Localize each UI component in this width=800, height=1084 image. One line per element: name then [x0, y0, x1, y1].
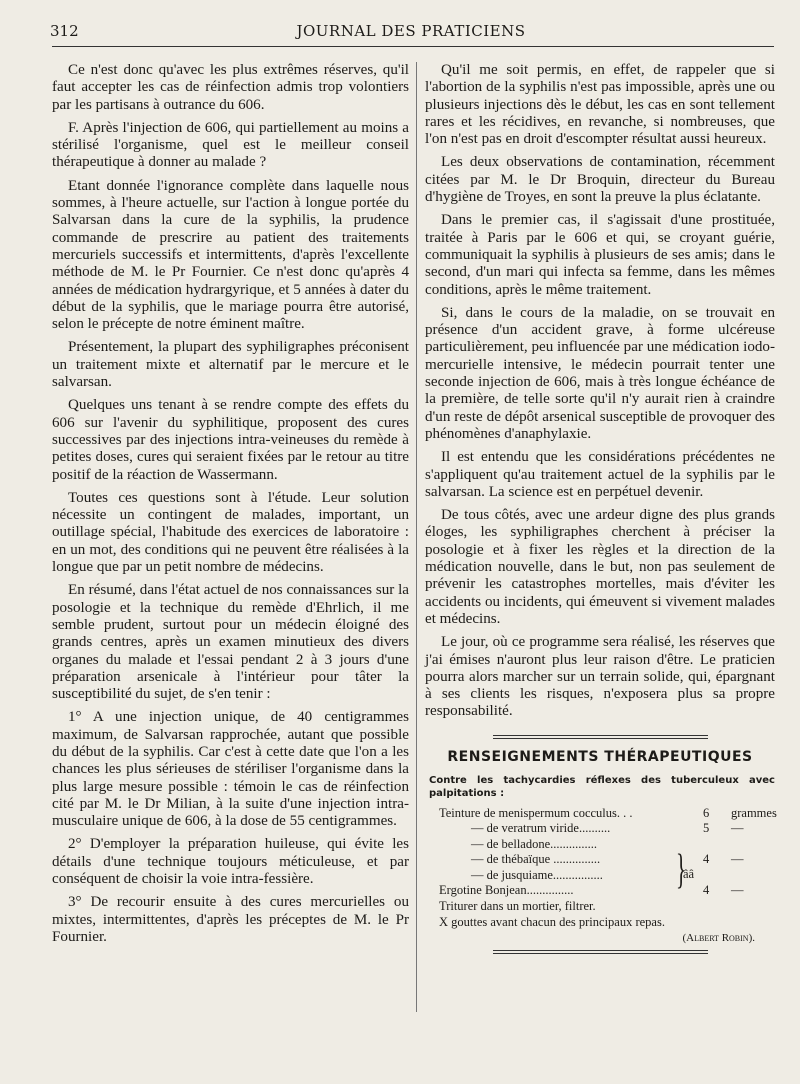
header-rule	[52, 46, 774, 47]
section-end-rule	[493, 950, 708, 951]
section-rule	[493, 738, 708, 739]
paragraph: 3° De recourir ensuite à des cures mercurielles ou mixtes, intermittentes, d'après les préceptes de M. le Pr Fournier.	[52, 894, 409, 945]
prescription-item	[425, 883, 775, 898]
left-column	[52, 62, 409, 952]
paragraph: F. Après l'injection de 606, qui partiellement au moins a stérilisé l'organisme, quel est le meilleur conseil thérapeutique à donner au malade ?	[52, 119, 409, 171]
paragraph: En résumé, dans l'état actuel de nos connaissances sur la posologie et la technique du remède d'Ehrlich, il me semble prudent, surtout pour un médecin éloigné des grands centres, après un examen minutieux des divers organes du malade et l'essai pendant 2 à 3 jours d'une préparation arsenicale à l'intérieur pour tâter la susceptibilité du sujet, de s'en tenir :	[52, 582, 409, 703]
paragraph: Quelques uns tenant à se rendre compte des effets du 606 sur l'avenir du syphilitique, proposent des cures successives par des injections intra-veineuses du remède à petites doses, cures qui seraient fixées par le retour au titre positif de la réaction de Wassermann.	[52, 397, 409, 483]
instruction-line: X gouttes avant chacun des principaux repas.	[439, 915, 665, 930]
ingredient-name: Ergotine Bonjean...............	[439, 882, 574, 897]
prescription-list	[425, 806, 775, 898]
ingredient-name: — de thébaïque ...............	[471, 852, 601, 867]
ingredient-name: — de belladone...............	[471, 836, 598, 851]
prescription-item	[425, 821, 775, 836]
ingredient-unit: —	[731, 821, 744, 836]
paragraph: 2° D'employer la préparation huileuse, qui évite les détails d'une technique toujours méticuleuse, et par conséquent de choisir la voie intra-fessière.	[52, 836, 409, 888]
ingredient-name: — de veratrum viride..........	[471, 821, 611, 836]
ingredient-unit: —	[731, 882, 744, 897]
column-divider	[416, 62, 417, 1012]
ingredient-qty: 6	[703, 805, 710, 820]
prescription-item	[425, 852, 775, 867]
page-number: 312	[50, 22, 79, 40]
brace-glyph: }	[676, 846, 687, 893]
prescription-item	[425, 806, 775, 821]
ingredient-unit: —	[731, 852, 744, 867]
right-column	[425, 62, 775, 954]
journal-title: JOURNAL DES PRATICIENS	[296, 22, 526, 40]
ingredient-qty: 5	[703, 821, 710, 836]
paragraph: Toutes ces questions sont à l'étude. Leur solution nécessite un contingent de malades, important, un outillage spécial, l'habitude des exercices de laboratoire : en un mot, des conditions qui ne peuvent être réalisées à la longue que par un petit nombre de médecins.	[52, 489, 409, 576]
paragraph: Il est entendu que les considérations précédentes ne s'appliquent qu'au traitement actuel de la syphilis par le salvarsan. La science est en perpétuel devenir.	[425, 449, 775, 500]
paragraph: Ce n'est donc qu'avec les plus extrêmes réserves, qu'il faut accepter les cas de réinfection admis trop volontiers par les partisans à outrance du 606.	[52, 62, 409, 113]
prescription-item	[425, 868, 775, 883]
ingredient-qty: 4	[703, 882, 710, 897]
prescription-item	[425, 837, 775, 852]
paragraph: De tous côtés, avec une ardeur digne des plus grands éloges, les syphiligraphes cherchent à préciser la posologie et à fixer les règles et la direction de la médication nouvelle, dans le but, non pas seulement de prévenir les catastrophes mortelles, mais d'éviter les accidents ou incidents, qui émeuvent si vivement malades et médecins.	[425, 507, 775, 627]
ingredient-unit: grammes	[731, 805, 777, 820]
ingredient-qty: 4	[703, 852, 710, 867]
section-rule	[493, 735, 708, 736]
paragraph: Dans le premier cas, il s'agissait d'une prostituée, traitée à Paris par le 606 et qui, se croyant guérie, communiquait la syphilis à plusieurs de ses amis; dans le second, d'un mari qui infecta sa femme, dans les mêmes conditions, après le même traitement.	[425, 212, 775, 298]
instruction-line: Triturer dans un mortier, filtrer.	[439, 899, 596, 914]
ingredient-name: Teinture de menispermum cocculus. . .	[439, 805, 633, 820]
ingredient-name: — de jusquiame................	[471, 867, 603, 882]
paragraph: Qu'il me soit permis, en effet, de rappeler que si l'abortion de la syphilis n'est pas impossible, après une ou plusieurs injections dès le début, les cas en sont tellement rares et les récidives, en revanche, si nombreuses, que l'on n'est pas en droit d'escompter résultat aussi heureux.	[425, 62, 775, 148]
section-title: RENSEIGNEMENTS THÉRAPEUTIQUES	[447, 748, 753, 765]
page-header	[50, 22, 772, 44]
paragraph: Etant donnée l'ignorance complète dans laquelle nous sommes, à l'heure actuelle, sur l'action à longue portée du Salvarsan dans la cure de la syphilis, la prudence commande de prescrire au patient des traitements mercuriels successifs et intermittents, d'après l'excellente méthode de M. le Pr Fournier. Ce n'est donc qu'après 4 années de médication hydrargyrique, et 5 années à dater du début de la syphilis, que le mariage pourra être autorisé, selon le précepte de notre éminent maître.	[52, 177, 409, 333]
prescription-title: Contre les tachycardies réflexes des tuberculeux avec palpitations :	[429, 774, 775, 799]
paragraph: Présentement, la plupart des syphiligraphes préconisent un traitement mixte et alternatif par le mercure et le salvarsan.	[52, 339, 409, 391]
paragraph: Le jour, où ce programme sera réalisé, les réserves que j'ai émises n'auront plus leur raison d'être. Le praticien pourra alors marcher sur un terrain solide, qui, épargnant à ses clients les risques, n'exposera plus sa propre responsabilité.	[425, 634, 775, 720]
paragraph: Si, dans le cours de la maladie, on se trouvait en présence d'un accident grave, à forme ulcéreuse particulièrement, peu influencée par une médication iodo-mercurielle intensive, le médecin pourrait tenter une seconde injection de 606, mais à très longue échéance de la première, de telle sorte qu'il n'y aurait rien à craindre d'un reste de dépôt arsenical susceptible de provoquer des phénomènes d'anaphylaxie.	[425, 304, 775, 442]
signature: (Albert Robin).	[682, 932, 755, 945]
aa-label: ââ	[683, 866, 695, 881]
section-end-rule	[493, 953, 708, 954]
paragraph: Les deux observations de contamination, récemment citées par M. le Dr Broquin, directeur du Bureau d'hygiène de Troyes, en sont la preuve la plus éclatante.	[425, 154, 775, 206]
paragraph: 1° A une injection unique, de 40 centigrammes maximum, de Salvarsan rapprochée, autant que possible du début de la syphilis. Car c'est à cette date que l'on a les chances les plus sérieuses de stériliser l'organisme dans la plus large mesure possible : témoin le cas de réinfection cité par M. le Dr Milian, à la suite d'une injection intra-musculaire unique de 606, à la dose de 55 centigrammes.	[52, 709, 409, 830]
